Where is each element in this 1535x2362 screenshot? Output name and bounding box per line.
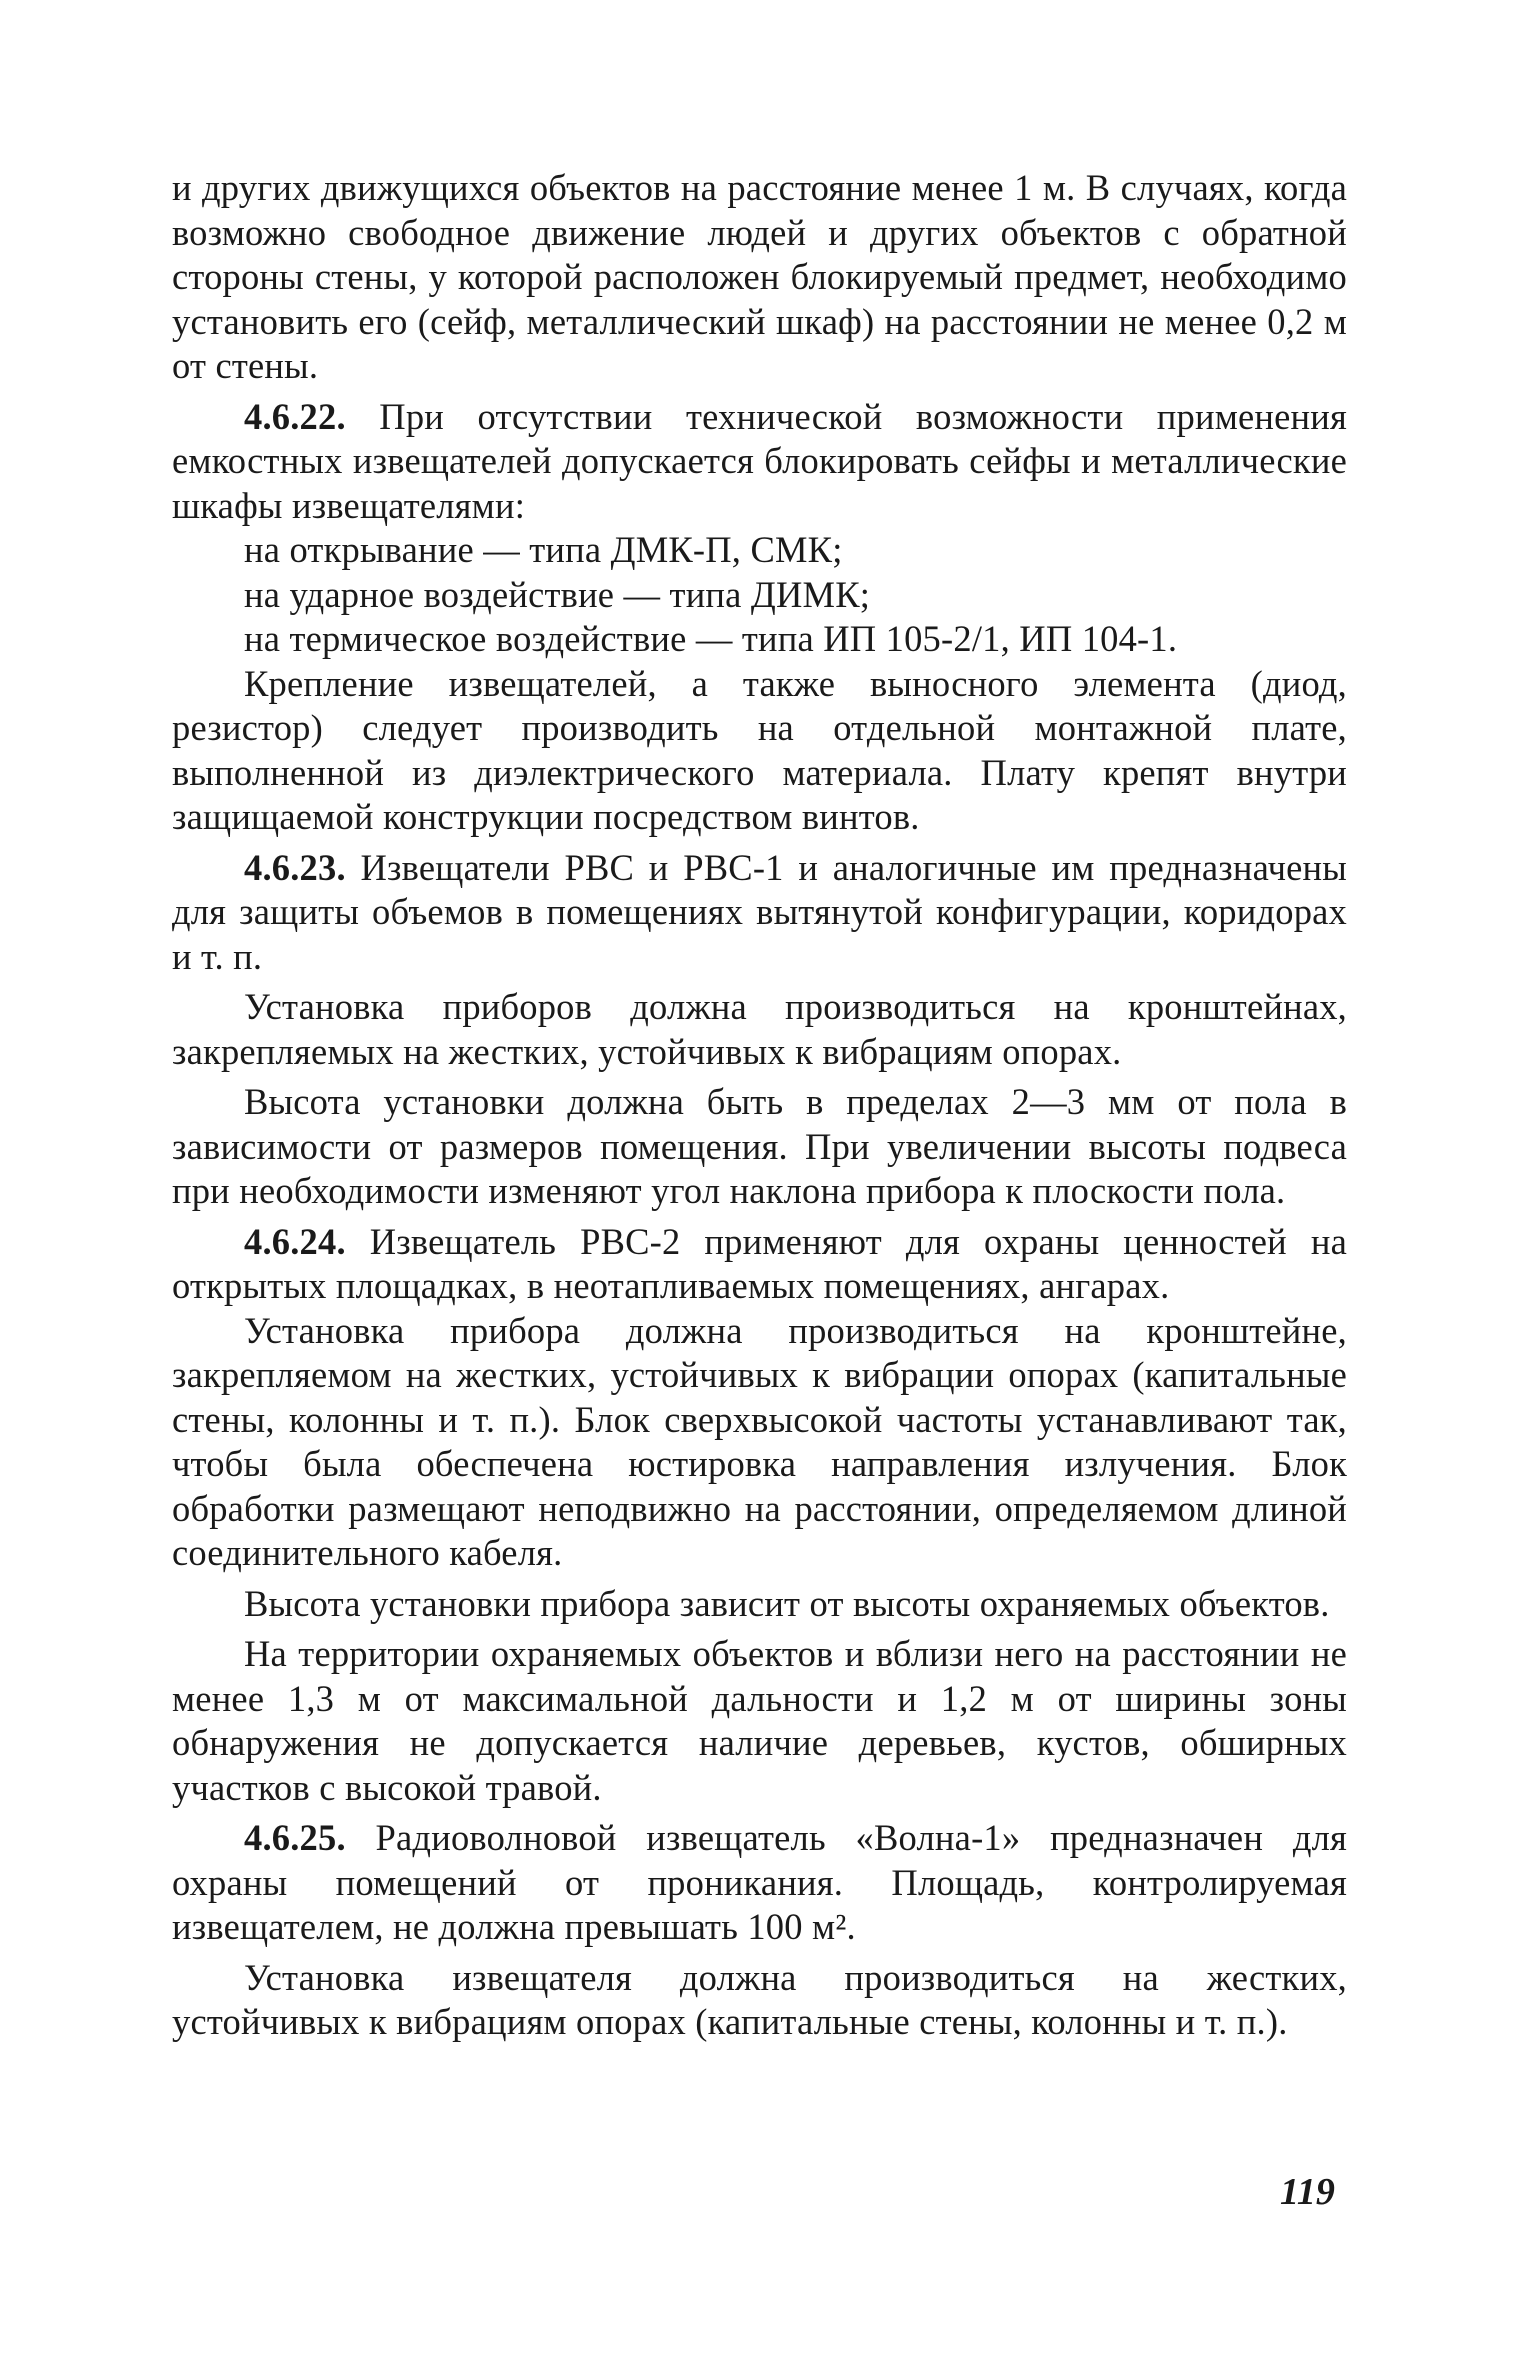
- clause-number: 4.6.23.: [244, 846, 346, 888]
- list-item: на открывание — типа ДМК-П, СМК;: [244, 529, 843, 570]
- paragraph: Высота установки должна быть в пределах 2—3 мм от пола в зависимости от размеров помещения. При увеличении высоты подвеса при необходимости изменяют угол наклона прибора к плоскости пола.: [172, 1081, 1347, 1211]
- paragraph: 4.6.24. Извещатель РВС-2 применяют для охраны ценностей на открытых площадках, в неотапливаемых помещениях, ангарах.: [172, 1220, 1347, 1306]
- paragraph: 4.6.23. Извещатели РВС и РВС-1 и аналогичные им предназначены для защиты объемов в помещениях вытянутой конфигурации, коридорах и т. п.: [172, 846, 1347, 977]
- page-body: [172, 166, 1347, 2045]
- paragraph: Установка прибора должна производиться на кронштейне, закрепляемом на жестких, устойчивых к вибрации опорах (капитальные стены, колонны и т. п.). Блок сверхвысокой частоты устанавливают так, чтобы была обеспечена юстировка направления излучения. Блок обработки размещают неподвижно на расстоянии, определяемом длиной соединительного кабеля.: [172, 1309, 1347, 1573]
- paragraph: Высота установки прибора зависит от высоты охраняемых объектов.: [244, 1582, 1330, 1624]
- paragraph: 4.6.25. Радиоволновой извещатель «Волна-1» предназначен для охраны помещений от проникания. Площадь, контролируемая извещателем, не должна превышать 100 м².: [172, 1817, 1347, 1947]
- clause-number: 4.6.25.: [244, 1817, 346, 1858]
- clause-number: 4.6.24.: [244, 1220, 346, 1262]
- paragraph: и других движущихся объектов на расстояние менее 1 м. В случаях, когда возможно свободное движение людей и других объектов с обратной стороны стены, у которой расположен блокируемый предмет, необходимо установить его (сейф, металлический шкаф) на расстоянии не менее 0,2 м от стены.: [172, 167, 1347, 386]
- page-number: 119: [1280, 2171, 1335, 2213]
- list-item: на термическое воздействие — типа ИП 105-2/1, ИП 104-1.: [244, 618, 1178, 659]
- paragraph: Крепление извещателей, а также выносного элемента (диод, резистор) следует производить на отдельной монтажной плате, выполненной из диэлектрического материала. Плату крепят внутри защищаемой конструкции посредством винтов.: [172, 662, 1347, 837]
- paragraph: Установка приборов должна производиться на кронштейнах, закрепляемых на жестких, устойчивых к вибрациям опорах.: [172, 986, 1347, 1072]
- clause-number: 4.6.22.: [244, 395, 346, 437]
- paragraph: На территории охраняемых объектов и вблизи него на расстоянии не менее 1,3 м от максимальной дальности и 1,2 м от ширины зоны обнаружения не допускается наличие деревьев, кустов, обширных участков с высокой травой.: [172, 1633, 1347, 1808]
- list-item: на ударное воздействие — типа ДИМК;: [244, 573, 871, 615]
- paragraph: Установка извещателя должна производиться на жестких, устойчивых к вибрациям опорах (капитальные стены, колонны и т. п.).: [172, 1956, 1347, 2042]
- paragraph: 4.6.22. При отсутствии технической возможности применения емкостных извещателей допускается блокировать сейфы и металлические шкафы извещателями:: [172, 395, 1347, 526]
